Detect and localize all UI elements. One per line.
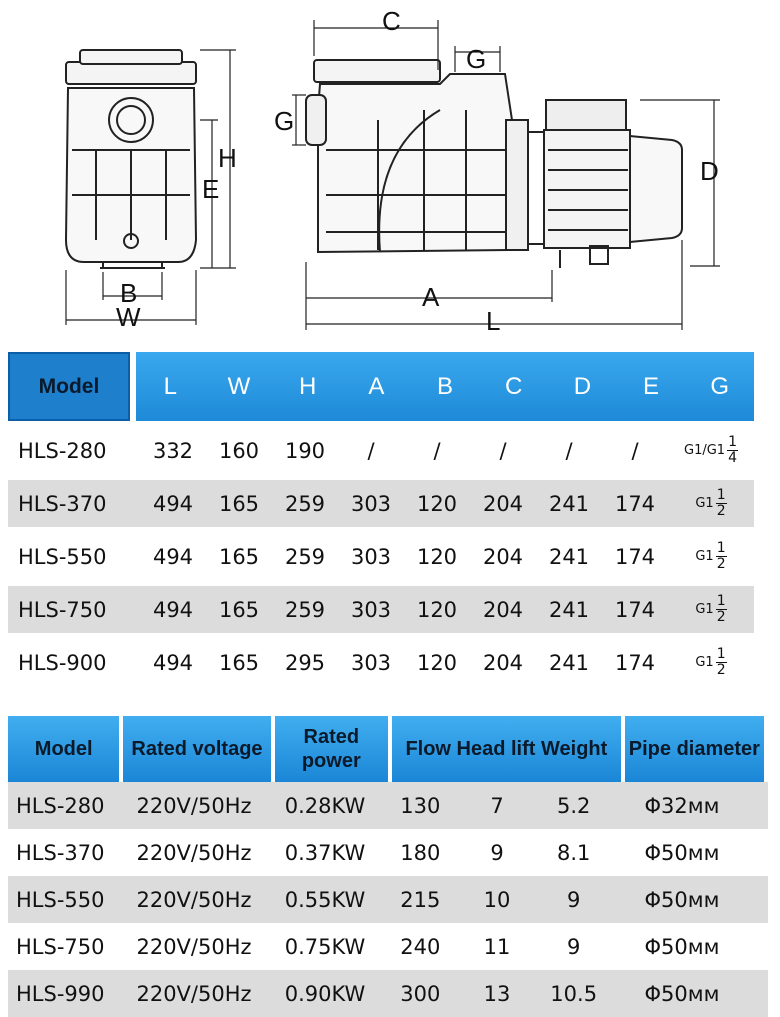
value-cell: 259 [284, 491, 326, 516]
header-l: L [163, 372, 178, 400]
weight-value: 8.1 [556, 840, 591, 865]
g-fraction [716, 594, 727, 625]
value-cell: 165 [218, 544, 260, 569]
pipe-cell: Φ50мм [644, 981, 720, 1006]
model-cell: HLS-990 [16, 981, 105, 1006]
model-cell: HLS-280 [18, 438, 107, 463]
head-value: 11 [483, 934, 511, 959]
specs-table-header [8, 716, 768, 782]
flow-head-weight-cell [382, 794, 612, 818]
value-cell: 259 [284, 597, 326, 622]
head-value: 10 [483, 887, 511, 912]
g-thread-cell [668, 541, 754, 572]
spec-header-power: Rated power [275, 716, 388, 782]
value-cell: 204 [482, 597, 524, 622]
value-cell: 241 [548, 597, 590, 622]
power-cell: 0.28KW [284, 793, 366, 818]
dim-label-e: E [202, 174, 220, 204]
voltage-cell: 220V/50Hz [136, 793, 252, 818]
model-cell: HLS-750 [18, 597, 107, 622]
table-row [8, 782, 768, 829]
dim-label-g-top: G [466, 44, 487, 74]
dimensions-table-header [8, 352, 754, 421]
value-cell: / [499, 438, 507, 463]
header-w: W [227, 372, 251, 400]
flow-value: 215 [400, 887, 441, 912]
value-cell: 174 [614, 650, 656, 675]
flow-value: 180 [400, 840, 441, 865]
table-row [8, 829, 768, 876]
value-cell: / [367, 438, 375, 463]
voltage-cell: 220V/50Hz [136, 840, 252, 865]
specifications-table [8, 716, 768, 1017]
head-value: 7 [490, 793, 504, 818]
g-fraction [727, 435, 738, 466]
g-numerator: 1 [716, 540, 726, 556]
value-cell: 303 [350, 650, 392, 675]
value-cell: 295 [284, 650, 326, 675]
g-prefix: G1/G1 [684, 443, 726, 458]
header-model: Model [8, 352, 130, 421]
weight-value: 9 [566, 887, 581, 912]
weight-value: 5.2 [556, 793, 591, 818]
table-row [8, 480, 754, 527]
pipe-cell: Φ50мм [644, 840, 720, 865]
voltage-cell: 220V/50Hz [136, 934, 252, 959]
dimensions-table [8, 352, 754, 686]
power-cell: 0.37KW [284, 840, 366, 865]
weight-value: 10.5 [550, 981, 598, 1006]
g-prefix: G1 [695, 496, 714, 511]
g-numerator: 1 [728, 434, 737, 450]
value-cell: 204 [482, 650, 524, 675]
g-thread-cell [668, 594, 754, 625]
g-fraction [716, 488, 727, 519]
g-numerator: 1 [716, 593, 726, 609]
dim-label-h: H [218, 143, 237, 173]
header-a: A [368, 372, 385, 400]
g-denominator: 2 [716, 662, 726, 678]
value-cell: 241 [548, 650, 590, 675]
spec-header-flow-head-weight: Flow Head lift Weight [392, 716, 621, 782]
value-cell: 494 [152, 544, 194, 569]
g-numerator: 1 [716, 487, 726, 503]
g-thread-cell [668, 647, 754, 678]
value-cell: 204 [482, 544, 524, 569]
g-denominator: 2 [716, 556, 726, 572]
value-cell: / [565, 438, 573, 463]
model-cell: HLS-280 [16, 793, 105, 818]
header-d: D [573, 372, 592, 400]
g-fraction [716, 647, 727, 678]
value-cell: / [433, 438, 441, 463]
flow-head-weight-cell [382, 888, 612, 912]
weight-value: 9 [566, 934, 581, 959]
g-numerator: 1 [716, 646, 726, 662]
header-b: B [437, 372, 454, 400]
g-thread-cell [668, 435, 754, 466]
dim-label-b: B [120, 278, 138, 308]
pump-dimension-drawing [0, 0, 780, 345]
value-cell: 174 [614, 544, 656, 569]
dim-label-a: A [422, 282, 440, 312]
flow-value: 300 [400, 981, 441, 1006]
head-value: 13 [483, 981, 511, 1006]
dim-label-l: L [486, 306, 501, 336]
flow-head-weight-cell [382, 935, 612, 959]
table-row [8, 586, 754, 633]
pipe-cell: Φ50мм [644, 934, 720, 959]
value-cell: 259 [284, 544, 326, 569]
g-thread-cell [668, 488, 754, 519]
voltage-cell: 220V/50Hz [136, 981, 252, 1006]
g-prefix: G1 [695, 549, 714, 564]
model-cell: HLS-900 [18, 650, 107, 675]
spec-header-pipe: Pipe diameter [625, 716, 764, 782]
table-row [8, 533, 754, 580]
g-denominator: 2 [716, 503, 726, 519]
flow-value: 130 [400, 793, 441, 818]
value-cell: 494 [152, 491, 194, 516]
dim-label-w: W [116, 302, 141, 332]
header-h: H [299, 372, 317, 400]
g-denominator: 2 [716, 609, 726, 625]
flow-head-weight-cell [382, 841, 612, 865]
table-row [8, 639, 754, 686]
table-row [8, 970, 768, 1017]
value-cell: 190 [284, 438, 326, 463]
pipe-cell: Φ32мм [644, 793, 720, 818]
model-cell: HLS-550 [16, 887, 105, 912]
value-cell: 120 [416, 650, 458, 675]
power-cell: 0.75KW [284, 934, 366, 959]
value-cell: 120 [416, 544, 458, 569]
head-value: 9 [490, 840, 504, 865]
dim-label-g-left: G [274, 106, 295, 136]
value-cell: 165 [218, 650, 260, 675]
value-cell: 120 [416, 597, 458, 622]
dim-label-c: C [382, 6, 401, 36]
g-denominator: 4 [728, 450, 737, 466]
table-row [8, 876, 768, 923]
spec-header-model: Model [8, 716, 119, 782]
value-cell: 303 [350, 544, 392, 569]
value-cell: 160 [218, 438, 260, 463]
spec-header-voltage: Rated voltage [123, 716, 270, 782]
model-cell: HLS-750 [16, 934, 105, 959]
value-cell: 241 [548, 491, 590, 516]
g-fraction [716, 541, 727, 572]
flow-head-weight-cell [382, 982, 612, 1006]
value-cell: 165 [218, 597, 260, 622]
header-g: G [710, 372, 730, 400]
value-cell: / [631, 438, 639, 463]
value-cell: 174 [614, 491, 656, 516]
model-cell: HLS-550 [18, 544, 107, 569]
pipe-cell: Φ50мм [644, 887, 720, 912]
value-cell: 120 [416, 491, 458, 516]
model-cell: HLS-370 [16, 840, 105, 865]
power-cell: 0.55KW [284, 887, 366, 912]
dim-label-d: D [700, 156, 719, 186]
flow-value: 240 [400, 934, 441, 959]
value-cell: 303 [350, 491, 392, 516]
pump-side-view [306, 60, 682, 268]
voltage-cell: 220V/50Hz [136, 887, 252, 912]
table-row [8, 923, 768, 970]
value-cell: 165 [218, 491, 260, 516]
g-prefix: G1 [695, 655, 714, 670]
model-cell: HLS-370 [18, 491, 107, 516]
value-cell: 494 [152, 597, 194, 622]
value-cell: 303 [350, 597, 392, 622]
value-cell: 332 [152, 438, 194, 463]
value-cell: 174 [614, 597, 656, 622]
power-cell: 0.90KW [284, 981, 366, 1006]
header-c: C [505, 372, 523, 400]
g-prefix: G1 [695, 602, 714, 617]
value-cell: 204 [482, 491, 524, 516]
value-cell: 241 [548, 544, 590, 569]
table-row [8, 427, 754, 474]
header-e: E [643, 372, 660, 400]
pump-front-view [66, 50, 196, 268]
value-cell: 494 [152, 650, 194, 675]
